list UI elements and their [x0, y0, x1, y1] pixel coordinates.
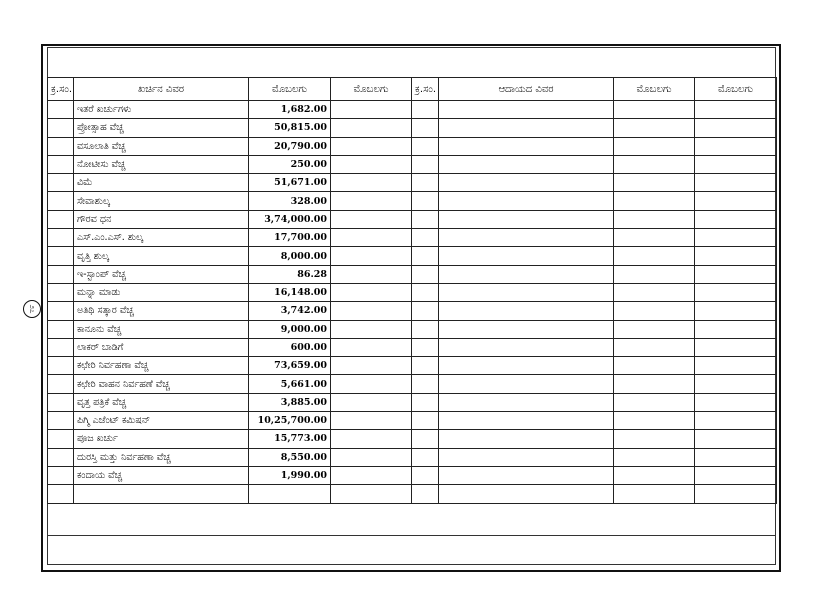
cell-expense-desc: ಮನ್ನಾ ಮಾಡು	[74, 283, 249, 301]
cell-sl-right	[412, 430, 439, 448]
cell-amount-3	[614, 155, 695, 173]
cell-amount-3	[614, 393, 695, 411]
cell-income-desc	[439, 430, 614, 448]
cell-sl-right	[412, 101, 439, 119]
cell-amount-4	[695, 485, 777, 503]
cell-amount-4	[695, 210, 777, 228]
cell-amount-1: 73,659.00	[249, 357, 331, 375]
table-row	[48, 119, 777, 137]
header-amount-4: ಮೊಬಲಗು	[695, 78, 777, 101]
cell-income-desc	[439, 485, 614, 503]
cell-amount-1	[249, 485, 331, 503]
table-row	[48, 357, 777, 375]
cell-expense-desc: ಸೇವಾಶುಲ್ಕ	[74, 192, 249, 210]
cell-amount-4	[695, 320, 777, 338]
cell-expense-desc: ಇ-ಸ್ಟಾಂಪ್ ವೆಚ್ಚ	[74, 265, 249, 283]
cell-income-desc	[439, 229, 614, 247]
cell-amount-4	[695, 155, 777, 173]
cell-sl-left	[48, 412, 74, 430]
table-row	[48, 192, 777, 210]
table-row	[48, 375, 777, 393]
cell-amount-1: 1,990.00	[249, 466, 331, 484]
cell-amount-3	[614, 430, 695, 448]
cell-amount-3	[614, 101, 695, 119]
cell-amount-1: 3,885.00	[249, 393, 331, 411]
cell-expense-desc: ಕಾನೂನು ವೆಚ್ಚ	[74, 320, 249, 338]
cell-expense-desc: ನೋಟೀಸು ವೆಚ್ಚ	[74, 155, 249, 173]
cell-amount-4	[695, 247, 777, 265]
table-row	[48, 338, 777, 356]
cell-amount-1: 600.00	[249, 338, 331, 356]
cell-amount-3	[614, 302, 695, 320]
cell-amount-2	[331, 101, 412, 119]
cell-amount-2	[331, 119, 412, 137]
table-row	[48, 320, 777, 338]
cell-sl-left	[48, 302, 74, 320]
cell-expense-desc: ವೃತ್ತಿ ಶುಲ್ಕ	[74, 247, 249, 265]
header-row	[48, 78, 777, 101]
cell-amount-2	[331, 430, 412, 448]
cell-amount-1: 1,682.00	[249, 101, 331, 119]
cell-amount-4	[695, 430, 777, 448]
cell-income-desc	[439, 412, 614, 430]
cell-sl-left	[48, 375, 74, 393]
cell-amount-4	[695, 338, 777, 356]
table-row	[48, 229, 777, 247]
cell-income-desc	[439, 338, 614, 356]
cell-amount-1: 9,000.00	[249, 320, 331, 338]
cell-amount-3	[614, 466, 695, 484]
table-row	[48, 265, 777, 283]
cell-amount-1: 3,74,000.00	[249, 210, 331, 228]
cell-amount-4	[695, 466, 777, 484]
table-row	[48, 302, 777, 320]
cell-sl-left	[48, 101, 74, 119]
cell-amount-2	[331, 412, 412, 430]
cell-sl-right	[412, 393, 439, 411]
cell-amount-3	[614, 192, 695, 210]
cell-sl-right	[412, 466, 439, 484]
cell-amount-2	[331, 357, 412, 375]
cell-amount-4	[695, 393, 777, 411]
cell-income-desc	[439, 375, 614, 393]
cell-sl-right	[412, 357, 439, 375]
cell-sl-right	[412, 320, 439, 338]
cell-amount-1: 328.00	[249, 192, 331, 210]
cell-income-desc	[439, 302, 614, 320]
cell-income-desc	[439, 283, 614, 301]
cell-amount-3	[614, 412, 695, 430]
cell-income-desc	[439, 247, 614, 265]
ledger-body	[48, 101, 777, 504]
cell-amount-1: 86.28	[249, 265, 331, 283]
cell-sl-right	[412, 375, 439, 393]
cell-sl-left	[48, 229, 74, 247]
header-expense-desc: ಖರ್ಚಿನ ವಿವರ	[74, 78, 249, 101]
table-row	[48, 174, 777, 192]
cell-amount-3	[614, 210, 695, 228]
table-row	[48, 210, 777, 228]
cell-amount-2	[331, 338, 412, 356]
cell-sl-left	[48, 357, 74, 375]
cell-amount-4	[695, 283, 777, 301]
cell-amount-1: 15,773.00	[249, 430, 331, 448]
cell-sl-left	[48, 119, 74, 137]
cell-amount-1: 20,790.00	[249, 137, 331, 155]
cell-amount-4	[695, 229, 777, 247]
cell-sl-left	[48, 137, 74, 155]
cell-expense-desc: ಕಂದಾಯ ವೆಚ್ಚ	[74, 466, 249, 484]
cell-amount-3	[614, 229, 695, 247]
cell-income-desc	[439, 357, 614, 375]
cell-amount-4	[695, 174, 777, 192]
cell-amount-1: 10,25,700.00	[249, 412, 331, 430]
cell-sl-right	[412, 338, 439, 356]
cell-expense-desc: ಕಛೇರಿ ವಾಹನ ನಿರ್ವಹಣೆ ವೆಚ್ಚ	[74, 375, 249, 393]
cell-amount-2	[331, 466, 412, 484]
cell-expense-desc: ಪೂಜ ಖರ್ಚು	[74, 430, 249, 448]
cell-expense-desc: ಲಾಕರ್ ಬಾಡಿಗೆ	[74, 338, 249, 356]
cell-sl-right	[412, 192, 439, 210]
cell-sl-left	[48, 155, 74, 173]
cell-sl-left	[48, 393, 74, 411]
cell-amount-4	[695, 302, 777, 320]
cell-sl-right	[412, 210, 439, 228]
cell-amount-2	[331, 137, 412, 155]
table-row	[48, 393, 777, 411]
cell-sl-left	[48, 338, 74, 356]
table-row	[48, 137, 777, 155]
header-amount-3: ಮೊಬಲಗು	[614, 78, 695, 101]
cell-amount-1: 50,815.00	[249, 119, 331, 137]
cell-amount-2	[331, 210, 412, 228]
table-row	[48, 448, 777, 466]
cell-amount-2	[331, 174, 412, 192]
cell-sl-right	[412, 229, 439, 247]
header-amount-1: ಮೊಬಲಗು	[249, 78, 331, 101]
cell-sl-right	[412, 174, 439, 192]
cell-amount-4	[695, 375, 777, 393]
cell-sl-left	[48, 174, 74, 192]
cell-expense-desc: ವಸೂಲಾತಿ ವೆಚ್ಚ	[74, 137, 249, 155]
cell-amount-2	[331, 320, 412, 338]
cell-expense-desc: ಪಿಗ್ಮಿ ಎಜೆಂಟ್ ಕಮಿಷನ್	[74, 412, 249, 430]
page-number: ೨೭	[23, 300, 41, 318]
cell-income-desc	[439, 210, 614, 228]
cell-sl-right	[412, 283, 439, 301]
cell-sl-right	[412, 302, 439, 320]
cell-expense-desc: ವೃತ್ತ ಪತ್ರಿಕೆ ವೆಚ್ಚ	[74, 393, 249, 411]
cell-amount-2	[331, 485, 412, 503]
table-row	[48, 430, 777, 448]
cell-amount-2	[331, 375, 412, 393]
cell-sl-left	[48, 210, 74, 228]
cell-sl-left	[48, 247, 74, 265]
header-sl-right: ಕ್ರ.ಸಂ.	[412, 78, 439, 101]
cell-amount-3	[614, 137, 695, 155]
cell-income-desc	[439, 155, 614, 173]
cell-amount-3	[614, 357, 695, 375]
cell-amount-4	[695, 101, 777, 119]
cell-sl-right	[412, 485, 439, 503]
table-row	[48, 283, 777, 301]
cell-amount-1: 8,000.00	[249, 247, 331, 265]
cell-amount-2	[331, 247, 412, 265]
cell-sl-right	[412, 448, 439, 466]
cell-income-desc	[439, 448, 614, 466]
cell-amount-1: 3,742.00	[249, 302, 331, 320]
cell-amount-3	[614, 375, 695, 393]
cell-amount-1: 250.00	[249, 155, 331, 173]
cell-sl-left	[48, 265, 74, 283]
table-row	[48, 247, 777, 265]
cell-amount-4	[695, 192, 777, 210]
cell-expense-desc: ಎಸ್.ಎಂ.ಎಸ್. ಶುಲ್ಕ	[74, 229, 249, 247]
cell-expense-desc: ವಿಮೆ	[74, 174, 249, 192]
cell-amount-1: 16,148.00	[249, 283, 331, 301]
cell-sl-left	[48, 466, 74, 484]
cell-amount-3	[614, 485, 695, 503]
cell-amount-2	[331, 283, 412, 301]
ledger-table	[47, 77, 777, 504]
cell-amount-3	[614, 283, 695, 301]
cell-expense-desc: ಪ್ರೋತ್ಸಾಹ ವೆಚ್ಚ	[74, 119, 249, 137]
table-row	[48, 155, 777, 173]
cell-amount-1: 5,661.00	[249, 375, 331, 393]
header-amount-2: ಮೊಬಲಗು	[331, 78, 412, 101]
cell-sl-right	[412, 155, 439, 173]
cell-amount-4	[695, 448, 777, 466]
cell-amount-1: 17,700.00	[249, 229, 331, 247]
cell-amount-3	[614, 320, 695, 338]
cell-expense-desc: ಕಛೇರಿ ನಿರ್ವಹಣಾ ವೆಚ್ಚ	[74, 357, 249, 375]
header-sl-left: ಕ್ರ.ಸಂ.	[48, 78, 74, 101]
cell-amount-1: 51,671.00	[249, 174, 331, 192]
cell-amount-4	[695, 357, 777, 375]
cell-amount-2	[331, 155, 412, 173]
cell-income-desc	[439, 466, 614, 484]
cell-sl-right	[412, 265, 439, 283]
cell-amount-4	[695, 137, 777, 155]
cell-sl-right	[412, 137, 439, 155]
bottom-divider	[47, 535, 776, 537]
cell-amount-3	[614, 247, 695, 265]
cell-amount-3	[614, 119, 695, 137]
header-income-desc: ಆದಾಯದ ವಿವರ	[439, 78, 614, 101]
cell-amount-4	[695, 265, 777, 283]
table-row	[48, 466, 777, 484]
cell-sl-right	[412, 247, 439, 265]
cell-amount-3	[614, 265, 695, 283]
cell-income-desc	[439, 174, 614, 192]
cell-amount-2	[331, 448, 412, 466]
cell-amount-2	[331, 393, 412, 411]
cell-sl-left	[48, 430, 74, 448]
cell-income-desc	[439, 265, 614, 283]
cell-amount-3	[614, 338, 695, 356]
cell-amount-2	[331, 302, 412, 320]
table-row	[48, 412, 777, 430]
cell-expense-desc: ದುರಸ್ತಿ ಮತ್ತು ನಿರ್ವಹಣಾ ವೆಚ್ಚ	[74, 448, 249, 466]
cell-amount-4	[695, 119, 777, 137]
cell-expense-desc: ಗೌರವ ಧನ	[74, 210, 249, 228]
cell-sl-left	[48, 485, 74, 503]
cell-sl-left	[48, 320, 74, 338]
cell-amount-2	[331, 229, 412, 247]
cell-amount-4	[695, 412, 777, 430]
cell-income-desc	[439, 101, 614, 119]
cell-amount-2	[331, 265, 412, 283]
cell-amount-2	[331, 192, 412, 210]
table-row	[48, 485, 777, 503]
cell-income-desc	[439, 320, 614, 338]
cell-expense-desc: ಇತರೆ ಖರ್ಚುಗಳು	[74, 101, 249, 119]
cell-expense-desc: ಅತಿಥಿ ಸತ್ಕಾರ ವೆಚ್ಚ	[74, 302, 249, 320]
cell-expense-desc	[74, 485, 249, 503]
cell-income-desc	[439, 137, 614, 155]
cell-sl-left	[48, 192, 74, 210]
cell-sl-right	[412, 412, 439, 430]
cell-sl-left	[48, 448, 74, 466]
cell-sl-right	[412, 119, 439, 137]
cell-income-desc	[439, 393, 614, 411]
cell-income-desc	[439, 192, 614, 210]
cell-sl-left	[48, 283, 74, 301]
cell-amount-1: 8,550.00	[249, 448, 331, 466]
cell-amount-3	[614, 448, 695, 466]
table-row	[48, 101, 777, 119]
cell-income-desc	[439, 119, 614, 137]
cell-amount-3	[614, 174, 695, 192]
